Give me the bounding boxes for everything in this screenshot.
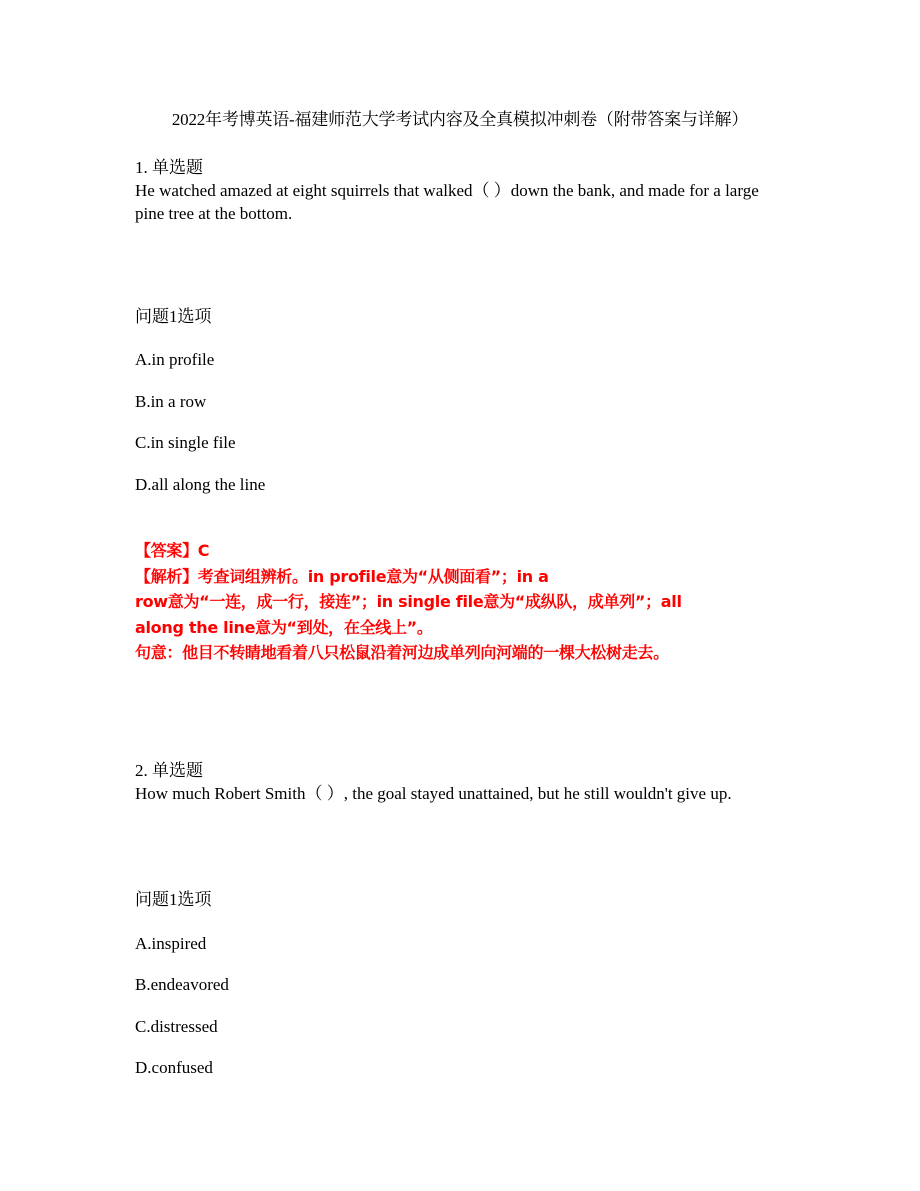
option-a: A.in profile xyxy=(135,350,215,369)
options-label: 问题1选项 xyxy=(135,890,212,909)
analysis-line-1: 【解析】考查词组辨析。in profile意为“从侧面看”；in a xyxy=(135,566,549,586)
sentence-meaning: 句意：他目不转睛地看着八只松鼠沿着河边成单列向河端的一棵大松树走去。 xyxy=(135,643,669,662)
option-b: B.in a row xyxy=(135,392,207,411)
question-1 xyxy=(135,156,785,225)
option-b: B.endeavored xyxy=(135,975,229,994)
option-d: D.all along the line xyxy=(135,475,266,494)
option-c: C.distressed xyxy=(135,1017,218,1036)
question-stem: He watched amazed at eight squirrels that walked（ ）down the bank, and made for a large pine tree at the bottom. xyxy=(135,181,759,223)
option-c: C.in single file xyxy=(135,433,236,452)
question-stem: How much Robert Smith（ ）, the goal stayed unattained, but he still wouldn't give up. xyxy=(135,784,732,803)
analysis-line-3: along the line意为“到处，在全线上”。 xyxy=(135,617,433,637)
answer-line: 【答案】C xyxy=(135,541,210,560)
question-number: 2. 单选题 xyxy=(135,761,203,780)
answer-explanation xyxy=(135,538,775,666)
page-title: 2022年考博英语-福建师范大学考试内容及全真模拟冲刺卷（附带答案与详解） xyxy=(171,110,749,129)
question-number: 1. 单选题 xyxy=(135,158,203,177)
option-a: A.inspired xyxy=(135,934,207,953)
analysis-line-2: row意为“一连，成一行，接连”；in single file意为“成纵队，成单列”；all xyxy=(135,592,682,611)
options-label: 问题1选项 xyxy=(135,307,212,326)
option-d: D.confused xyxy=(135,1058,213,1077)
question-2 xyxy=(135,759,785,805)
